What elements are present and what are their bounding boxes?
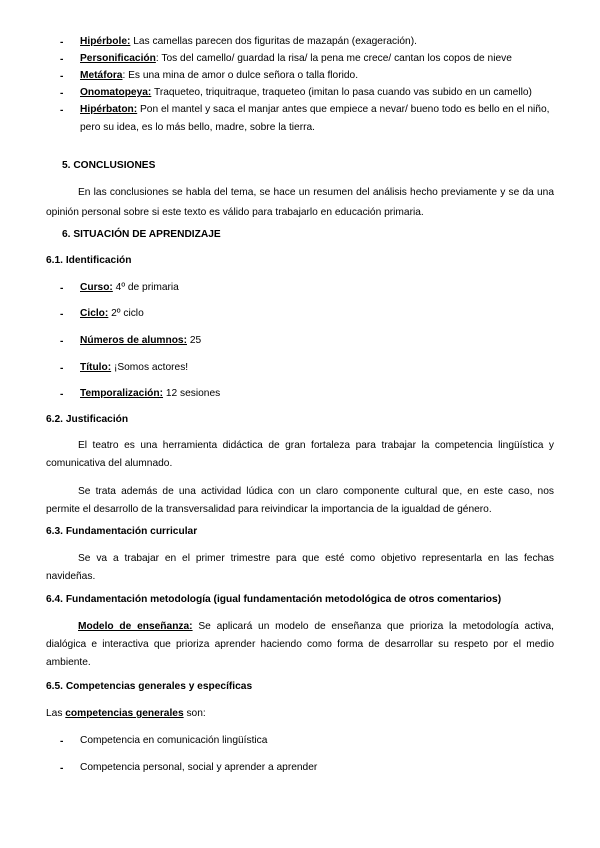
methodology-term: Modelo de enseñanza:	[78, 621, 193, 632]
figure-item	[80, 67, 550, 84]
figure-text: Pon el mantel y saca el manjar antes que empiece a nevar/ bueno todo es bello en el niño, pero su idea, es lo más bello, madre, sobre la tierra.	[80, 104, 550, 133]
bullet: -	[60, 283, 64, 294]
item-value: 2º ciclo	[108, 308, 144, 319]
bullet: -	[60, 37, 64, 48]
item-value: 25	[187, 335, 202, 346]
competences-intro	[46, 705, 206, 722]
methodology-text: Se aplicará un modelo de enseñanza que prioriza la metodología activa, dialógica e interactiva que prioriza aprender haciendo como forma de desarrollar su respeto por el medio ambiente.	[46, 621, 554, 668]
competence-item: Competencia en comunicación lingüística	[80, 735, 268, 746]
intro-pre: Las	[46, 708, 66, 719]
methodology-paragraph	[46, 618, 554, 672]
figure-item	[80, 50, 550, 67]
identification-item	[80, 305, 144, 322]
bullet: -	[60, 736, 64, 747]
item-term: Ciclo:	[80, 308, 109, 319]
bullet: -	[60, 336, 64, 347]
figure-text: : Tos del camello/ guardad la risa/ la pena me crece/ cantan los copos de nieve	[155, 53, 512, 64]
intro-term: competencias generales	[65, 708, 184, 719]
subsection-6-1-title: 6.1. Identificación	[46, 255, 132, 266]
figure-term: Metáfora	[80, 70, 123, 81]
item-value: ¡Somos actores!	[111, 362, 189, 373]
figure-term: Personificación	[80, 53, 156, 64]
figure-text: : Es una mina de amor o dulce señora o talla florido.	[122, 70, 359, 81]
figure-text: Las camellas parecen dos figuritas de mazapán (exageración).	[130, 36, 417, 47]
bullet: -	[60, 363, 64, 374]
section-5-title: 5. CONCLUSIONES	[62, 160, 156, 171]
item-term: Números de alumnos:	[80, 335, 187, 346]
figure-term: Hipérbaton:	[80, 104, 138, 115]
justification-paragraph-1: El teatro es una herramienta didáctica de gran fortaleza para trabajar la competencia lingüística y comunicativa del alumnado.	[46, 440, 554, 469]
figure-item	[80, 101, 550, 137]
bullet: -	[60, 389, 64, 400]
subsection-6-4-title: 6.4. Fundamentación metodología (igual fundamentación metodológica de otros comentarios)	[46, 594, 502, 605]
section-6-title: 6. SITUACIÓN DE APRENDIZAJE	[62, 229, 221, 240]
intro-post: son:	[183, 708, 206, 719]
figure-text: Traqueteo, triquitraque, traqueteo (imitan lo pasa cuando vas subido en un camello)	[151, 87, 532, 98]
subsection-6-3-title: 6.3. Fundamentación curricular	[46, 526, 198, 537]
identification-item	[80, 332, 201, 349]
bullet: -	[60, 88, 64, 99]
subsection-6-5-title: 6.5. Competencias generales y específicas	[46, 681, 253, 692]
bullet: -	[60, 105, 64, 116]
item-value: 12 sesiones	[163, 388, 221, 399]
section-5-paragraph: En las conclusiones se habla del tema, se hace un resumen del análisis hecho previamente y se da una opinión personal sobre si este texto es válido para trabajarlo en educación primaria.	[46, 187, 554, 218]
subsection-6-2-title: 6.2. Justificación	[46, 414, 129, 425]
bullet: -	[60, 71, 64, 82]
bullet: -	[60, 763, 64, 774]
item-term: Curso:	[80, 282, 113, 293]
figure-term: Hipérbole:	[80, 36, 131, 47]
identification-item	[80, 359, 188, 376]
justification-paragraph-2: Se trata además de una actividad lúdica con un claro componente cultural que, en este caso, nos permite el desarrollo de la transversalidad para reivindicar la importancia de la igualdad de género.	[46, 486, 554, 515]
figure-item	[80, 84, 550, 101]
competence-item: Competencia personal, social y aprender a aprender	[80, 762, 318, 773]
item-value: 4º de primaria	[112, 282, 179, 293]
item-term: Temporalización:	[80, 388, 164, 399]
figure-item	[80, 33, 550, 50]
bullet: -	[60, 309, 64, 320]
bullet: -	[60, 54, 64, 65]
identification-item	[80, 279, 179, 296]
identification-item	[80, 385, 220, 402]
curricular-paragraph: Se va a trabajar en el primer trimestre para que esté como objetivo representarla en las fechas navideñas.	[46, 553, 554, 582]
figure-term: Onomatopeya:	[80, 87, 152, 98]
item-term: Título:	[80, 362, 112, 373]
